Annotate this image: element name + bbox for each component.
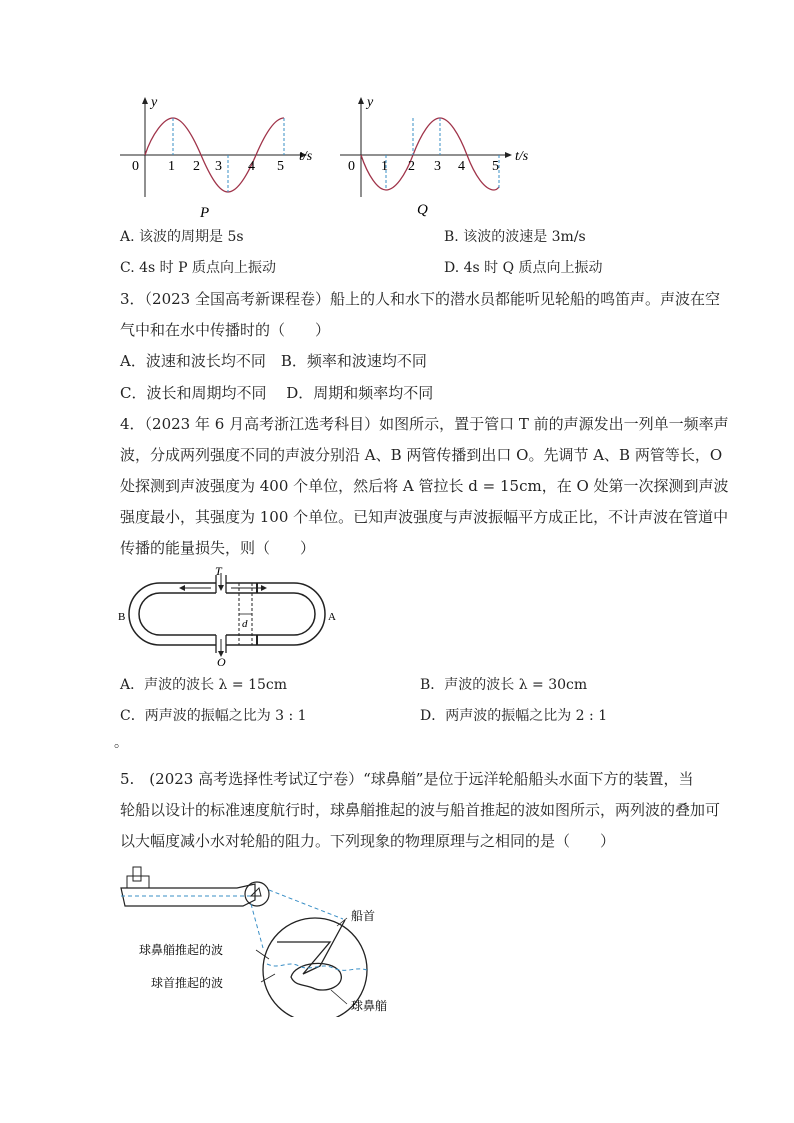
- q4-stem-line-3: 处探测到声波强度为 400 个单位，然后将 A 管拉长 d = 15cm，在 O 处第一次探测到声波: [120, 477, 729, 495]
- label-bow: 船首: [351, 909, 376, 923]
- flow-arrowhead: [179, 585, 185, 591]
- label-bulb-wave: 球鼻艏推起的波: [139, 943, 224, 957]
- y-label: y: [151, 95, 158, 110]
- ship-diagram: [115, 862, 405, 1017]
- tick-2: 2: [193, 159, 200, 174]
- graph-q: [335, 92, 545, 222]
- q4-option-d: D．两声波的振幅之比为 2 : 1: [420, 708, 608, 724]
- zoom-circle-small: [245, 882, 269, 906]
- label-b: B: [118, 611, 126, 623]
- t-axis-arrow: [505, 152, 512, 158]
- q5-stem-line-2: 轮船以设计的标准速度航行时，球鼻艏推起的波与船首推起的波如图所示，两列波的叠加可: [120, 801, 721, 819]
- q2-option-c: C. 4s 时 P 质点向上振动: [120, 260, 276, 276]
- label-o: O: [217, 655, 226, 669]
- tick-5: 5: [492, 159, 499, 174]
- t-label: t/s: [299, 149, 313, 164]
- tick-4: 4: [458, 159, 465, 174]
- q3-options-cd: C．波长和周期均不同 D．周期和频率均不同: [120, 384, 434, 402]
- wave-curve: [361, 118, 499, 190]
- graph-caption: Q: [417, 202, 428, 218]
- q4-stem-line-4: 强度最小，其强度为 100 个单位。已知声波强度与声波振幅平方成正比，不计声波在管道中: [120, 508, 729, 526]
- tick-4: 4: [248, 159, 255, 174]
- flow-arrowhead: [261, 585, 267, 591]
- ship-hull: [121, 884, 255, 906]
- q2-option-a: A. 该波的周期是 5s: [120, 229, 244, 245]
- tick-5: 5: [277, 159, 284, 174]
- q3-stem-line-1: 3．（2023 全国高考新课程卷）船上的人和水下的潜水员都能听见轮船的鸣笛声。声波在空: [120, 290, 720, 308]
- ship-mast: [133, 867, 141, 881]
- water-surface: [267, 964, 367, 970]
- tick-2: 2: [408, 159, 415, 174]
- label-bulb: 球鼻艏: [351, 999, 388, 1013]
- bow-shape: [277, 920, 345, 974]
- bow-detail: [251, 888, 261, 896]
- zoom-line: [251, 904, 263, 948]
- q2-option-b: B. 该波的波速是 3m/s: [444, 229, 586, 245]
- tick-1: 1: [168, 159, 175, 174]
- trailing-mark: 。: [114, 735, 128, 751]
- graph-p: [115, 92, 325, 222]
- graph-caption: P: [200, 205, 210, 221]
- q3-options-ab: A．波速和波长均不同 B．频率和波速均不同: [120, 352, 427, 370]
- tick-1: 1: [381, 159, 388, 174]
- q4-option-b: B．声波的波长 λ = 30cm: [420, 677, 588, 693]
- zoom-line: [269, 890, 343, 919]
- tick-3: 3: [215, 159, 222, 174]
- label-bow-wave: 球首推起的波: [151, 976, 224, 990]
- q5-stem-line-1: 5. (2023 高考选择性考试辽宁卷）“球鼻艏”是位于远洋轮船船头水面下方的装置，当: [120, 770, 694, 788]
- y-axis-arrow: [142, 97, 148, 104]
- label-t: T: [215, 565, 222, 578]
- q5-stem-line-3: 以大幅度减小水对轮船的阻力。下列现象的物理原理与之相同的是（ ）: [120, 832, 616, 850]
- tick-0: 0: [132, 159, 139, 174]
- q4-option-a: A．声波的波长 λ = 15cm: [120, 677, 287, 693]
- y-axis-arrow: [358, 97, 364, 104]
- q3-stem-line-2: 气中和在水中传播时的（ ）: [120, 321, 331, 339]
- q2-option-d: D. 4s 时 Q 质点向上振动: [444, 260, 603, 276]
- tick-0: 0: [348, 159, 355, 174]
- q4-stem-line-2: 波，分成两列强度不同的声波分别沿 A、B 两管传播到出口 O。先调节 A、B 两管等长，O: [120, 446, 723, 464]
- y-label: y: [367, 95, 374, 110]
- q4-stem-line-5: 传播的能量损失，则（ ）: [120, 539, 316, 557]
- inner-pipe: [139, 593, 315, 635]
- label-d: d: [242, 618, 248, 630]
- pipe-diagram: [115, 565, 345, 670]
- ship-cabin: [127, 876, 149, 888]
- pointer-bulb: [331, 990, 347, 1004]
- tick-3: 3: [434, 159, 441, 174]
- label-a: A: [328, 611, 336, 623]
- t-label: t/s: [515, 149, 529, 164]
- q4-stem-line-1: 4．（2023 年 6 月高考浙江选考科目）如图所示，置于管口 T 前的声源发出一列单一频率声: [120, 415, 729, 433]
- q4-option-c: C．两声波的振幅之比为 3 : 1: [120, 708, 307, 724]
